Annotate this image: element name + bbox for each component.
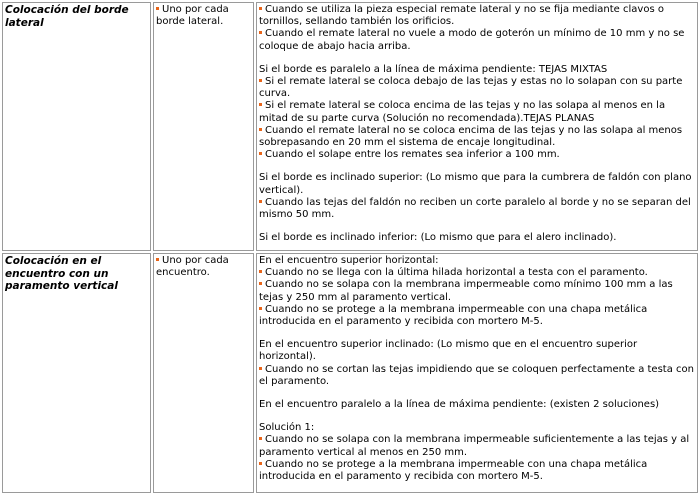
condition-text: Cuando no se protege a la membrana impermeable con una chapa metálica introducida en el paramento y recibida con mortero M-5. (259, 458, 648, 483)
condition-item (259, 76, 695, 100)
bullet-icon (259, 31, 262, 34)
bullet-icon (259, 307, 262, 310)
condition-text: Cuando no se llega con la última hilada horizontal a testa con el paramento. (265, 267, 648, 279)
paragraph-gap (259, 388, 695, 399)
condition-heading (259, 255, 695, 267)
bullet-icon (259, 270, 262, 273)
condition-text: En el encuentro superior inclinado: (Lo mismo que en el encuentro superior horizontal). (259, 339, 638, 363)
condition-text: En el encuentro paralelo a la línea de máxima pendiente: (existen 2 soluciones) (259, 399, 660, 411)
condition-item (259, 267, 695, 279)
criterion-title: Colocación del borde lateral (5, 4, 129, 29)
frequency-text: Uno por cada encuentro. (156, 255, 229, 279)
frequency-cell (153, 2, 254, 251)
paragraph-gap (259, 328, 695, 339)
conditions-cell (256, 253, 698, 493)
paragraph-gap (259, 53, 695, 64)
frequency-text: Uno por cada borde lateral. (156, 4, 229, 28)
condition-text: Cuando no se cortan las tejas impidiendo que se coloquen perfectamente a testa con el paramento. (259, 363, 694, 387)
condition-item (259, 28, 695, 52)
bullet-icon (259, 200, 262, 203)
condition-text: Cuando no se solapa con la membrana impermeable suficientemente a las tejas y al paramento vertical al menos en 250 mm. (259, 434, 690, 458)
condition-heading (259, 172, 695, 196)
condition-text: Si el borde es inclinado inferior: (Lo mismo que para el alero inclinado). (259, 232, 617, 244)
bullet-icon (259, 367, 262, 370)
condition-heading (259, 232, 695, 244)
condition-text: Cuando el remate lateral no vuele a modo de goterón un mínimo de 10 mm y no se coloque de abajo hacia arriba. (259, 28, 685, 52)
bullet-icon (259, 128, 262, 131)
bullet-icon (259, 462, 262, 465)
table-row (2, 253, 698, 493)
condition-item (259, 149, 695, 161)
frequency-cell (153, 253, 254, 493)
condition-item (259, 197, 695, 221)
condition-text: Si el remate lateral se coloca debajo de las tejas y estas no lo solapan con su parte curva. (259, 76, 683, 100)
bullet-icon (259, 152, 262, 155)
criterion-cell (2, 253, 151, 493)
condition-text: Cuando no se protege a la membrana impermeable con una chapa metálica introducida en el paramento y recibida con mortero M-5. (259, 303, 648, 328)
condition-text: Cuando el remate lateral no se coloca encima de las tejas y no las solapa al menos sobrepasando en 20 mm el sistema de encaje longitudinal. (259, 124, 683, 149)
condition-heading (259, 64, 695, 76)
paragraph-gap (259, 221, 695, 232)
paragraph-gap (259, 411, 695, 422)
condition-text: Cuando no se solapa con la membrana impermeable como mínimo 100 mm a las tejas y 250 mm al paramento vertical. (259, 279, 673, 303)
bullet-icon (259, 103, 262, 106)
condition-text: En el encuentro superior horizontal: (259, 255, 439, 266)
paragraph-gap (259, 161, 695, 172)
condition-item (259, 434, 695, 458)
conditions-cell (256, 2, 698, 251)
condition-text: Si el remate lateral se coloca encima de las tejas y no las solapa al menos en la mitad de su parte curva (Solución no recomendada).TEJAS PLANAS (259, 100, 666, 124)
condition-item (259, 459, 695, 483)
condition-text: Solución 1: (259, 422, 315, 434)
condition-heading (259, 422, 695, 434)
condition-item (259, 4, 695, 28)
condition-heading (259, 339, 695, 363)
condition-text: Cuando el solape entre los remates sea inferior a 100 mm. (265, 149, 560, 161)
condition-item (259, 100, 695, 124)
condition-heading (259, 399, 695, 411)
bullet-icon (156, 7, 159, 10)
condition-item (259, 304, 695, 328)
condition-text: Cuando se utiliza la pieza especial remate lateral y no se fija mediante clavos o tornillos, sellando también los orificios. (259, 4, 664, 28)
condition-item (259, 279, 695, 303)
condition-item (259, 125, 695, 149)
criterion-cell (2, 2, 151, 251)
criterion-title: Colocación en el encuentro con un paramento vertical (5, 255, 118, 292)
table-body (2, 2, 698, 493)
condition-text: Cuando las tejas del faldón no reciben un corte paralelo al borde y no se separan del mismo 50 mm. (259, 196, 691, 221)
condition-text: Si el borde es paralelo a la línea de máxima pendiente: TEJAS MIXTAS (259, 63, 608, 75)
bullet-icon (259, 7, 262, 10)
bullet-icon (259, 79, 262, 82)
condition-text: Si el borde es inclinado superior: (Lo mismo que para la cumbrera de faldón con plano vertical). (259, 172, 692, 196)
bullet-icon (156, 258, 159, 261)
bullet-icon (259, 437, 262, 440)
table-row (2, 2, 698, 251)
bullet-icon (259, 282, 262, 285)
condition-item (259, 364, 695, 388)
